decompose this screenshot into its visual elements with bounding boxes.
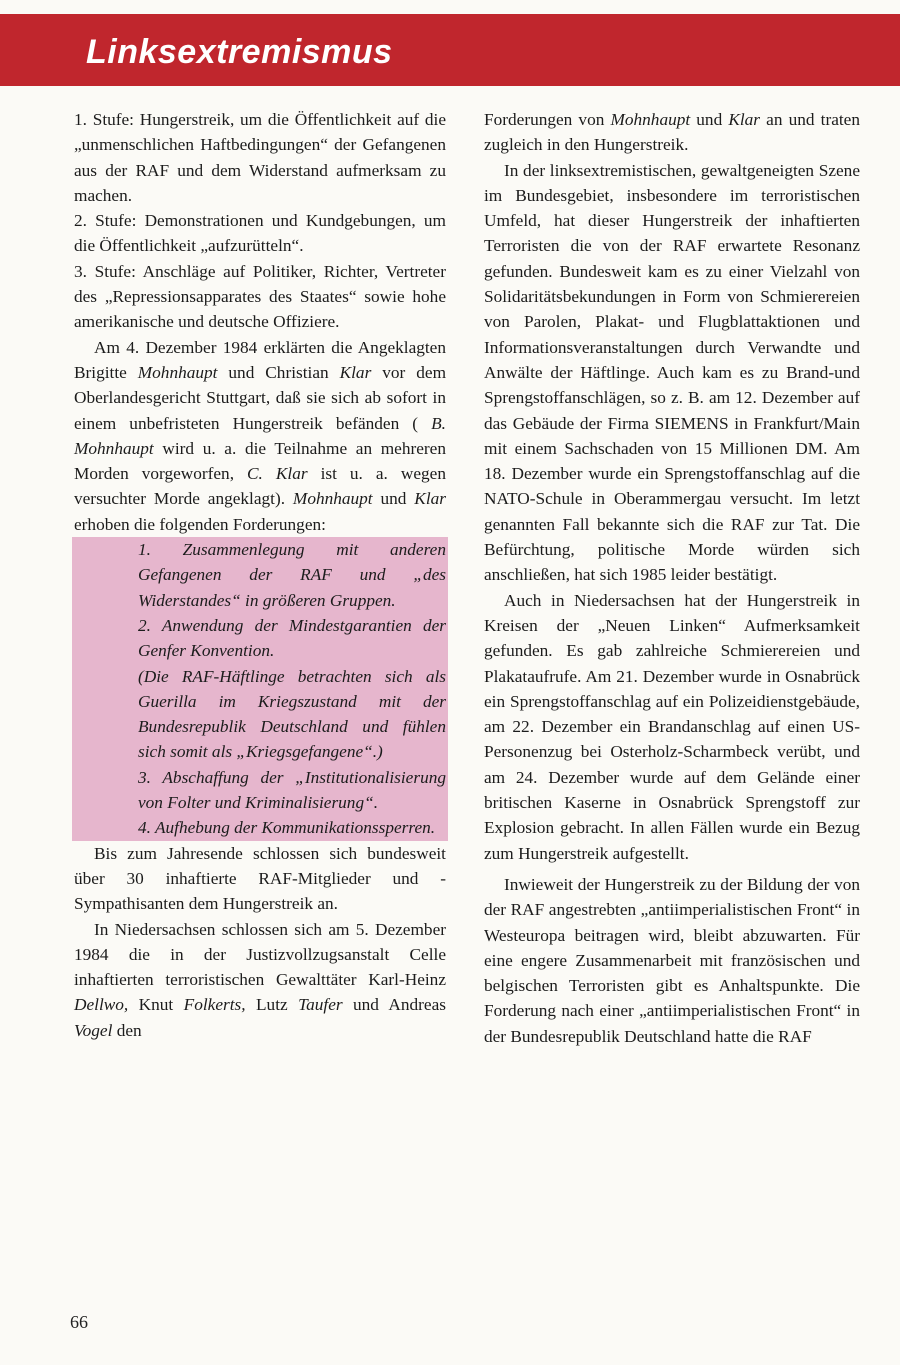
name-emphasis: Mohnhaupt — [610, 110, 691, 129]
demand-item: 4. Aufhebung der Kommunikationssperren. — [138, 818, 436, 838]
text-run: und Andreas — [342, 995, 446, 1015]
text-run: Am 4. Dezember 1984 erklärten die Angeklagten Brigitte — [74, 337, 446, 382]
text-run: In Niedersachsen schlossen sich am 5. Dezember 1984 die in der Justizvollzugsanstalt Celle inhaftierten terroristischen Gewalttäter Karl-Heinz — [74, 919, 446, 990]
page-number: 66 — [70, 1312, 88, 1332]
stage-3-paragraph: 3. Stufe: Anschläge auf Politiker, Richter, Vertreter des „Repressionsapparates des Staates“ sowie hohe amerikanische und deutsche Offiziere. — [74, 261, 446, 332]
lower-saxony-paragraph — [74, 917, 446, 1043]
name-emphasis: B. Mohnhaupt — [74, 413, 446, 458]
text-run: vor dem Oberlandesgericht Stuttgart, daß sie sich ab sofort in einem unbefristeten Hungerstreik befänden ( — [74, 362, 447, 433]
text-run: den — [112, 1020, 142, 1040]
hunger-strike-declaration-paragraph — [74, 335, 446, 537]
section-title: Linksextremismus — [86, 33, 393, 71]
section-header-banner — [0, 14, 900, 86]
text-run: erhoben die folgenden Forderungen: — [74, 514, 326, 534]
demands-highlight-box — [72, 537, 448, 841]
name-emphasis: Folkerts, — [183, 995, 246, 1015]
name-emphasis: Klar — [339, 362, 372, 382]
text-run: Knut — [128, 995, 184, 1015]
stage-1-paragraph: 1. Stufe: Hungerstreik, um die Öffentlichkeit auf die „unmenschlichen Haftbedingungen“ der Gefangenen aus der RAF und dem Widerstand aufmerksam zu machen. — [74, 110, 446, 205]
demand-item: 1. Zusammenlegung mit anderen Gefangenen der RAF und „des Widerstandes“ in größeren Gruppen. — [138, 540, 446, 610]
text-run: Lutz — [245, 995, 299, 1015]
demand-item: 2. Anwendung der Mindestgarantien der Genfer Konvention. — [138, 615, 446, 661]
year-end-paragraph: Bis zum Jahresende schlossen sich bundesweit über 30 inhaftierte RAF-Mitglieder und -Sympathisanten dem Hungerstreik an. — [74, 843, 446, 914]
text-run: ist u. a. wegen versuchter Morde angeklagt). — [74, 464, 446, 509]
left-column — [74, 107, 446, 1043]
name-emphasis: Mohnhaupt — [137, 362, 218, 382]
text-run: und — [372, 489, 415, 509]
name-emphasis: Taufer — [298, 995, 343, 1015]
demand-item: (Die RAF-Häftlinge betrachten sich als Guerilla im Kriegszustand mit der Bundesrepublik Deutschland und fühlen sich somit als „Kriegsgefangene“.) — [138, 666, 446, 762]
right-column — [484, 107, 860, 1049]
stage-2-paragraph: 2. Stufe: Demonstrationen und Kundgebungen, um die Öffentlichkeit „aufzurütteln“. — [74, 211, 446, 256]
resonance-paragraph: In der linksextremistischen, gewaltgeneigten Szene im Bundesgebiet, insbesondere im terroristischen Umfeld, hat dieser Hungerstreik der inhaftierten Terroristen die von der RAF erwartete Resonanz gefunden. Bundesweit kam es zu einer Vielzahl von Solidaritätsbekundungen in Form von Schmierereien von Parolen, Plakat- und Flugblattaktionen und Informationsveranstaltungen durch Verwandte und Anwälte der Häftlinge. Auch kam es zu Brand-und Sprengstoffanschlägen, so z. B. am 12. Dezember auf das Gebäude der Firma SIEMENS in Frankfurt/Main mit einem Sachschaden von 15 Millionen DM. Am 18. Dezember wurde ein Sprengstoffanschlag auf die NATO-Schule in Oberammergau versucht. Im letzt genannten Fall bekannte sich die RAF zur Tat. Die Befürchtung, politische Morde würden sich anschließen, hat sich 1985 leider bestätigt. — [484, 160, 860, 585]
name-emphasis: Vogel — [74, 1020, 113, 1040]
continuation-paragraph — [484, 107, 860, 158]
name-emphasis: C. Klar — [247, 464, 308, 484]
anti-imperialist-front-paragraph: Inwieweit der Hungerstreik zu der Bildung der von der RAF angestrebten „antiimperialistischen Front“ in Westeuropa beitragen wird, bleibt abzuwarten. Für eine engere Zusammenarbeit mit französischen und belgischen Terroristen gibt es Anhaltspunkte. Die Forderung nach einer „antiimperialistischen Front“ in der Bundesrepublik Deutschland hatte die RAF — [484, 874, 860, 1046]
text-run: und — [690, 110, 729, 129]
name-emphasis: Klar — [728, 110, 761, 129]
demand-item: 3. Abschaffung der „Institutionalisierung von Folter und Kriminalisierung“. — [138, 767, 446, 813]
text-run: wird u. a. die Teilnahme an mehreren Morden vorgeworfen, — [74, 438, 446, 484]
name-emphasis: Klar — [414, 489, 446, 509]
text-run: an und traten zugleich in den Hungerstreik. — [484, 110, 860, 155]
name-emphasis: Dellwo, — [74, 995, 129, 1015]
text-run: Forderungen von — [484, 110, 611, 129]
lower-saxony-attacks-paragraph: Auch in Niedersachsen hat der Hungerstreik in Kreisen der „Neuen Linken“ Aufmerksamkeit gefunden. Es gab zahlreiche Schmierereien und Plakataufrufe. Am 21. Dezember wurde in Osnabrück ein Sprengstoffanschlag auf ein Polizeidienstgebäude, am 22. Dezember ein Brandanschlag auf einen US-Personenzug bei Osterholz-Scharmbeck verübt, und am 24. Dezember wurde auf dem Gelände einer britischen Kaserne in Osnabrück Sprengstoff zur Explosion gebracht. In allen Fällen wurde ein Bezug zum Hungerstreik aufgestellt. — [484, 590, 860, 863]
text-run: und Christian — [217, 362, 340, 382]
name-emphasis: Mohnhaupt — [292, 489, 373, 509]
